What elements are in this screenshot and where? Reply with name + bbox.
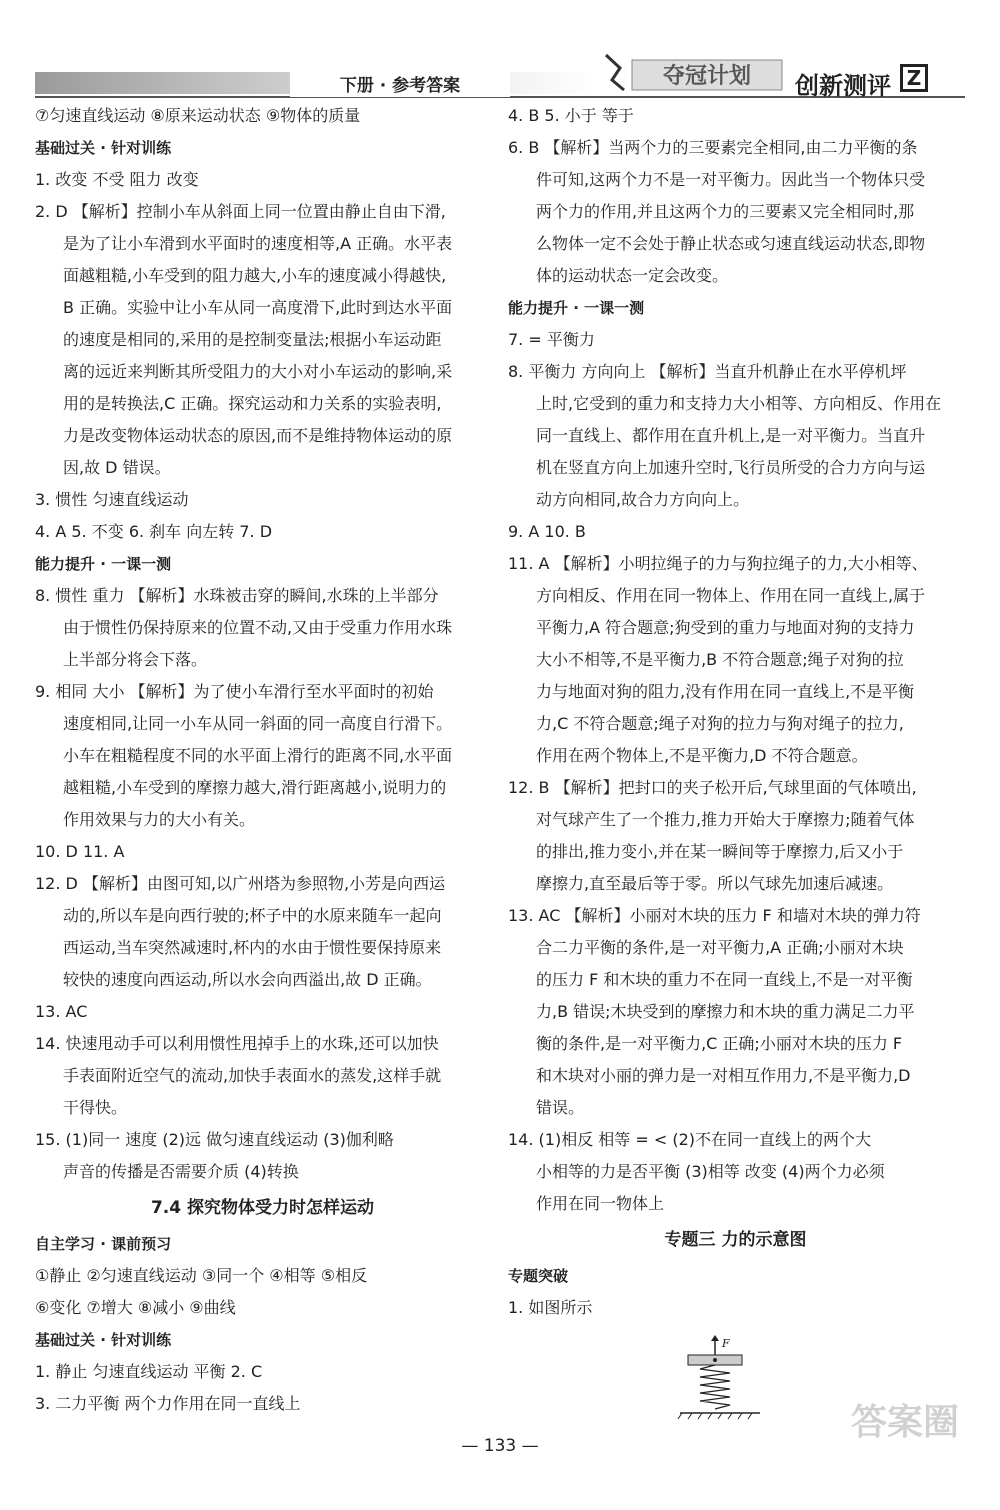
answer-line: 力是改变物体运动状态的原因,而不是维持物体运动的原 bbox=[63, 426, 453, 445]
answer-line: 体的运动状态一定会改变。 bbox=[536, 266, 729, 285]
answer-line: 平衡力,A 符合题意;狗受到的重力与地面对狗的支持力 bbox=[536, 618, 915, 637]
answer-line: 力与地面对狗的阻力,没有作用在同一直线上,不是平衡 bbox=[536, 682, 915, 701]
answer-line: 力,C 不符合题意;绳子对狗的拉力与狗对绳子的拉力, bbox=[536, 714, 904, 733]
answer-line: 面越粗糙,小车受到的阻力越大,小车的速度减小得越快, bbox=[63, 266, 447, 285]
answer-line: 动方向相同,故合力方向向上。 bbox=[536, 490, 750, 509]
answer-line: 因,故 D 错误。 bbox=[63, 458, 171, 477]
answer-line: 9. 相同 大小 【解析】为了使小车滑行至水平面时的初始 bbox=[35, 682, 434, 701]
right-column bbox=[508, 100, 963, 1324]
answer-line: 同一直线上、都作用在直升机上,是一对平衡力。当直升 bbox=[536, 426, 926, 445]
answer-line: 机在竖直方向上加速升空时,飞行员所受的合力方向与运 bbox=[536, 458, 926, 477]
chapter-title: 7.4 探究物体受力时怎样运动 bbox=[150, 1198, 375, 1218]
brand-logo bbox=[598, 50, 788, 95]
answer-line: 是为了让小车滑到水平面时的速度相等,A 正确。水平表 bbox=[63, 234, 453, 253]
answer-line: 对气球产生了一个推力,推力开始大于摩擦力;随着气体 bbox=[536, 810, 915, 829]
answer-line: 8. 惯性 重力 【解析】水珠被击穿的瞬间,水珠的上半部分 bbox=[35, 586, 439, 605]
section-heading: 自主学习 · 课前预习 bbox=[35, 1235, 172, 1253]
answer-line: 15. (1)同一 速度 (2)远 做匀速直线运动 (3)伽利略 bbox=[35, 1130, 394, 1149]
answer-line: 3. 二力平衡 两个力作用在同一直线上 bbox=[35, 1394, 301, 1413]
answer-line: 动的,所以车是向西行驶的;杯子中的水原来随车一起向 bbox=[63, 906, 442, 925]
answer-line: 的速度是相同的,采用的是控制变量法;根据小车运动距 bbox=[63, 330, 442, 349]
answer-line: 7. = 平衡力 bbox=[508, 330, 595, 349]
answer-line: 西运动,当车突然减速时,杯内的水由于惯性要保持原来 bbox=[63, 938, 442, 957]
answer-line: 越粗糙,小车受到的摩擦力越大,滑行距离越小,说明力的 bbox=[63, 778, 447, 797]
answer-line: B 正确。实验中让小车从同一高度滑下,此时到达水平面 bbox=[63, 298, 453, 317]
page-number: — 133 — bbox=[461, 1436, 539, 1456]
answer-line: 1. 如图所示 bbox=[508, 1298, 593, 1317]
answer-line: 4. A 5. 不变 6. 刹车 向左转 7. D bbox=[35, 522, 273, 541]
section-heading: 基础过关 · 针对训练 bbox=[35, 139, 172, 157]
answer-line: 小车在粗糙程度不同的水平面上滑行的距离不同,水平面 bbox=[63, 746, 453, 765]
answer-line: 作用效果与力的大小有关。 bbox=[63, 810, 256, 829]
answer-line: 和木块对小丽的弹力是一对相互作用力,不是平衡力,D bbox=[536, 1066, 911, 1085]
answer-line: 的排出,推力变小,并在某一瞬间等于摩擦力,后又小于 bbox=[536, 842, 904, 861]
answer-line: 方向相反、作用在同一物体上、作用在同一直线上,属于 bbox=[536, 586, 926, 605]
answer-line: 件可知,这两个力不是一对平衡力。因此当一个物体只受 bbox=[536, 170, 926, 189]
answer-line: 小相等的力是否平衡 (3)相等 改变 (4)两个力必须 bbox=[536, 1162, 885, 1181]
answer-line: 1. 改变 不受 阻力 改变 bbox=[35, 170, 199, 189]
answer-line: 14. (1)相反 相等 = < (2)不在同一直线上的两个大 bbox=[508, 1130, 872, 1149]
answer-line: ⑥变化 ⑦增大 ⑧减小 ⑨曲线 bbox=[35, 1298, 236, 1317]
page-header bbox=[0, 0, 1000, 100]
answer-line: 2. D 【解析】控制小车从斜面上同一位置由静止自由下滑, bbox=[35, 202, 446, 221]
answer-line: 6. B 【解析】当两个力的三要素完全相同,由二力平衡的条 bbox=[508, 138, 918, 157]
answer-line: 14. 快速甩动手可以利用惯性甩掉手上的水珠,还可以加快 bbox=[35, 1034, 439, 1053]
answer-line: 3. 惯性 匀速直线运动 bbox=[35, 490, 189, 509]
answer-line: 上半部分将会下落。 bbox=[63, 650, 208, 669]
answer-line: 声音的传播是否需要介质 (4)转换 bbox=[63, 1162, 299, 1181]
brand-mark-icon: Z bbox=[900, 64, 928, 92]
answer-line: 离的远近来判断其所受阻力的大小对小车运动的影响,采 bbox=[63, 362, 453, 381]
answer-line: 错误。 bbox=[536, 1098, 585, 1117]
force-label: F bbox=[722, 1337, 730, 1350]
section-heading: 专题突破 bbox=[508, 1267, 569, 1285]
section-heading: 能力提升 · 一课一测 bbox=[508, 299, 645, 317]
answer-line: 摩擦力,直至最后等于零。所以气球先加速后减速。 bbox=[536, 874, 894, 893]
answer-line: 衡的条件,是一对平衡力,C 正确;小丽对木块的压力 F bbox=[536, 1034, 903, 1053]
answer-line: 用的是转换法,C 正确。探究运动和力关系的实验表明, bbox=[63, 394, 442, 413]
answer-line: 么物体一定不会处于静止状态或匀速直线运动状态,即物 bbox=[536, 234, 926, 253]
answer-line: 12. B 【解析】把封口的夹子松开后,气球里面的气体喷出, bbox=[508, 778, 917, 797]
answer-line: 的压力 F 和木块的重力不在同一直线上,不是一对平衡 bbox=[536, 970, 913, 989]
brand-name: 创新测评 bbox=[795, 72, 891, 100]
answer-line: 速度相同,让同一小车从同一斜面的同一高度自行滑下。 bbox=[63, 714, 453, 733]
answer-line: 4. B 5. 小于 等于 bbox=[508, 106, 634, 125]
answer-line: 两个力的作用,并且这两个力的三要素又完全相同时,那 bbox=[536, 202, 915, 221]
spring-figure bbox=[670, 1335, 780, 1420]
answer-line: 作用在同一物体上 bbox=[536, 1194, 665, 1213]
answer-line: 9. A 10. B bbox=[508, 522, 586, 541]
answer-line: 大小不相等,不是平衡力,B 不符合题意;绳子对狗的拉 bbox=[536, 650, 904, 669]
answer-line: 13. AC 【解析】小丽对木块的压力 F 和墙对木块的弹力符 bbox=[508, 906, 921, 925]
answer-line: 由于惯性仍保持原来的位置不动,又由于受重力作用水珠 bbox=[63, 618, 453, 637]
answer-line: 较快的速度向西运动,所以水会向西溢出,故 D 正确。 bbox=[63, 970, 432, 989]
answer-line: 12. D 【解析】由图可知,以广州塔为参照物,小芳是向西运 bbox=[35, 874, 446, 893]
answer-line: 1. 静止 匀速直线运动 平衡 2. C bbox=[35, 1362, 263, 1381]
answer-line: 作用在两个物体上,不是平衡力,D 不符合题意。 bbox=[536, 746, 868, 765]
answer-line: 力,B 错误;木块受到的摩擦力和木块的重力满足二力平 bbox=[536, 1002, 915, 1021]
answer-line: 干得快。 bbox=[63, 1098, 128, 1117]
answer-line: ①静止 ②匀速直线运动 ③同一个 ④相等 ⑤相反 bbox=[35, 1266, 368, 1285]
answer-line: 上时,它受到的重力和支持力大小相等、方向相反、作用在 bbox=[536, 394, 942, 413]
answer-line: 13. AC bbox=[35, 1002, 88, 1021]
answer-line: 合二力平衡的条件,是一对平衡力,A 正确;小丽对木块 bbox=[536, 938, 904, 957]
answer-line: 手表面附近空气的流动,加快手表面水的蒸发,这样手就 bbox=[63, 1066, 442, 1085]
answer-line: 8. 平衡力 方向向上 【解析】当直升机静止在水平停机坪 bbox=[508, 362, 907, 381]
answer-line: ⑦匀速直线运动 ⑧原来运动状态 ⑨物体的质量 bbox=[35, 106, 361, 125]
chapter-title: 专题三 力的示意图 bbox=[664, 1230, 807, 1250]
section-heading: 能力提升 · 一课一测 bbox=[35, 555, 172, 573]
header-title: 下册 · 参考答案 bbox=[290, 70, 510, 97]
answer-line: 11. A 【解析】小明拉绳子的力与狗拉绳子的力,大小相等、 bbox=[508, 554, 928, 573]
answer-line: 10. D 11. A bbox=[35, 842, 125, 861]
watermark: 答案圈 bbox=[850, 1402, 959, 1443]
logo-text: 夺冠计划 bbox=[662, 64, 752, 89]
left-column bbox=[35, 100, 490, 1420]
section-heading: 基础过关 · 针对训练 bbox=[35, 1331, 172, 1349]
